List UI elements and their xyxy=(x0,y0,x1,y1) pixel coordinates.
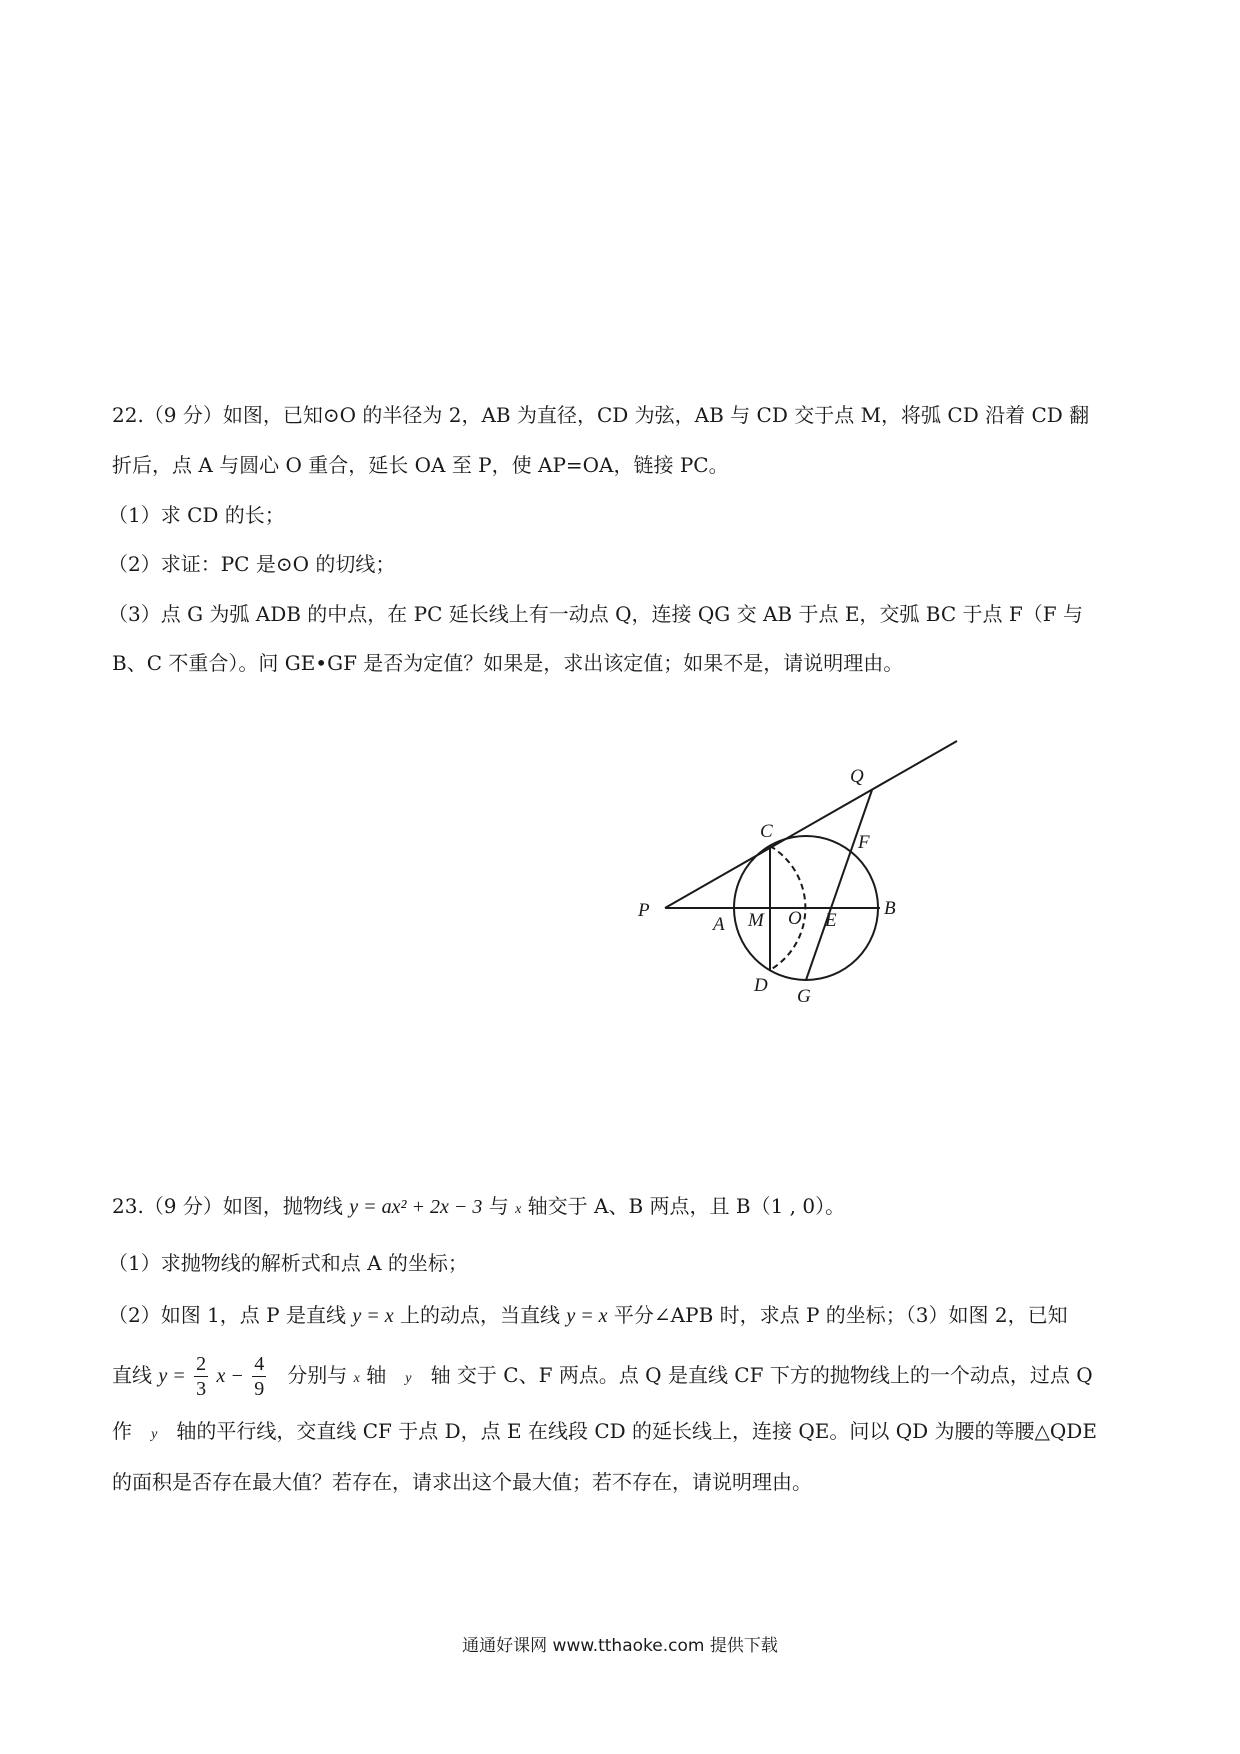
q23-part3-yy: y xyxy=(405,1371,412,1386)
q23-part3 xyxy=(112,1343,1132,1407)
label-a: A xyxy=(713,914,725,935)
label-m: M xyxy=(748,910,764,931)
label-p: P xyxy=(638,900,650,921)
q22-line1: 22.（9 分）如图，已知⊙O 的半径为 2，AB 为直径，CD 为弦，AB 与 CD 交于点 M，将弧 CD 沿着 CD 翻 xyxy=(112,403,1090,427)
q23-part2-b: 上的动点，当直线 xyxy=(399,1303,560,1327)
q23-part2-f2: y = x xyxy=(566,1305,608,1327)
q23-part3-c: 轴 xyxy=(366,1363,387,1387)
label-e: E xyxy=(825,910,837,931)
q23-part2 xyxy=(108,1302,1128,1329)
q23-intro xyxy=(112,1193,1132,1223)
q23-line4 xyxy=(112,1418,1132,1448)
label-q: Q xyxy=(850,766,864,787)
q23-intro-x: x xyxy=(515,1202,522,1217)
q22-part1: （1）求 CD 的长； xyxy=(108,503,285,527)
q23-line4-y: y xyxy=(151,1427,158,1442)
page-footer: 通通好课网 www.tthaoke.com 提供下载 xyxy=(462,1636,778,1656)
label-c: C xyxy=(760,821,773,842)
q23-part3-y: y = xyxy=(158,1365,186,1387)
q22-part3a: （3）点 G 为弧 ADB 的中点，在 PC 延长线上有一动点 Q，连接 QG 交 AB 于点 E，交弧 BC 于点 F（F 与 xyxy=(108,602,1083,626)
q23-intro-a: 23.（9 分）如图，抛物线 xyxy=(112,1194,343,1218)
q23-part3-x: x xyxy=(353,1371,360,1386)
fraction-two-thirds: $\frac{2}{3}$ xyxy=(196,1353,207,1400)
line-qg xyxy=(806,790,872,980)
q23-part2-c: 平分∠APB 时，求点 P 的坐标；（3）如图 2，已知 xyxy=(613,1303,1068,1327)
q23-part3-d: 轴 交于 C、F 两点。点 Q 是直线 CF 下方的抛物线上的一个动点，过点 Q xyxy=(430,1363,1093,1387)
q22-line2: 折后，点 A 与圆心 O 重合，延长 OA 至 P，使 AP=OA，链接 PC。 xyxy=(112,453,729,477)
q23-intro-b: 与 xyxy=(488,1194,509,1218)
q23-intro-formula: y = ax² + 2x − 3 xyxy=(349,1196,483,1218)
q23-part2-f1: y = x xyxy=(352,1305,394,1327)
label-d: D xyxy=(754,975,768,996)
tangent-line-pq xyxy=(665,741,957,908)
q23-part2-a: （2）如图 1，点 P 是直线 xyxy=(108,1303,346,1327)
q23-part1: （1）求抛物线的解析式和点 A 的坐标； xyxy=(108,1251,468,1275)
q22-part2: （2）求证：PC 是⊙O 的切线； xyxy=(108,552,396,576)
q23-intro-c: 轴交于 A、B 两点，且 B（1 , 0）。 xyxy=(527,1194,846,1218)
q23-line5: 的面积是否存在最大值？若存在，请求出这个最大值；若不存在，请说明理由。 xyxy=(112,1470,812,1494)
label-g: G xyxy=(797,986,811,1007)
label-o: O xyxy=(788,908,802,929)
q23-part3-mid: x − xyxy=(216,1365,244,1387)
label-f: F xyxy=(858,832,870,853)
label-b: B xyxy=(884,898,896,919)
q23-line4-b: 轴的平行线，交直线 CF 于点 D，点 E 在线段 CD 的延长线上，连接 QE。问以 QD 为腰的等腰△QDE xyxy=(176,1419,1097,1443)
q23-line4-a: 作 xyxy=(112,1419,132,1443)
q23-part3-b: 分别与 xyxy=(287,1363,348,1387)
q23-part3-a: 直线 xyxy=(112,1363,152,1387)
fraction-four-ninths: $\frac{4}{9}$ xyxy=(254,1353,265,1400)
q22-part3b: B、C 不重合）。问 GE•GF 是否为定值？如果是，求出该定值；如果不是，请说明理由。 xyxy=(112,651,904,675)
